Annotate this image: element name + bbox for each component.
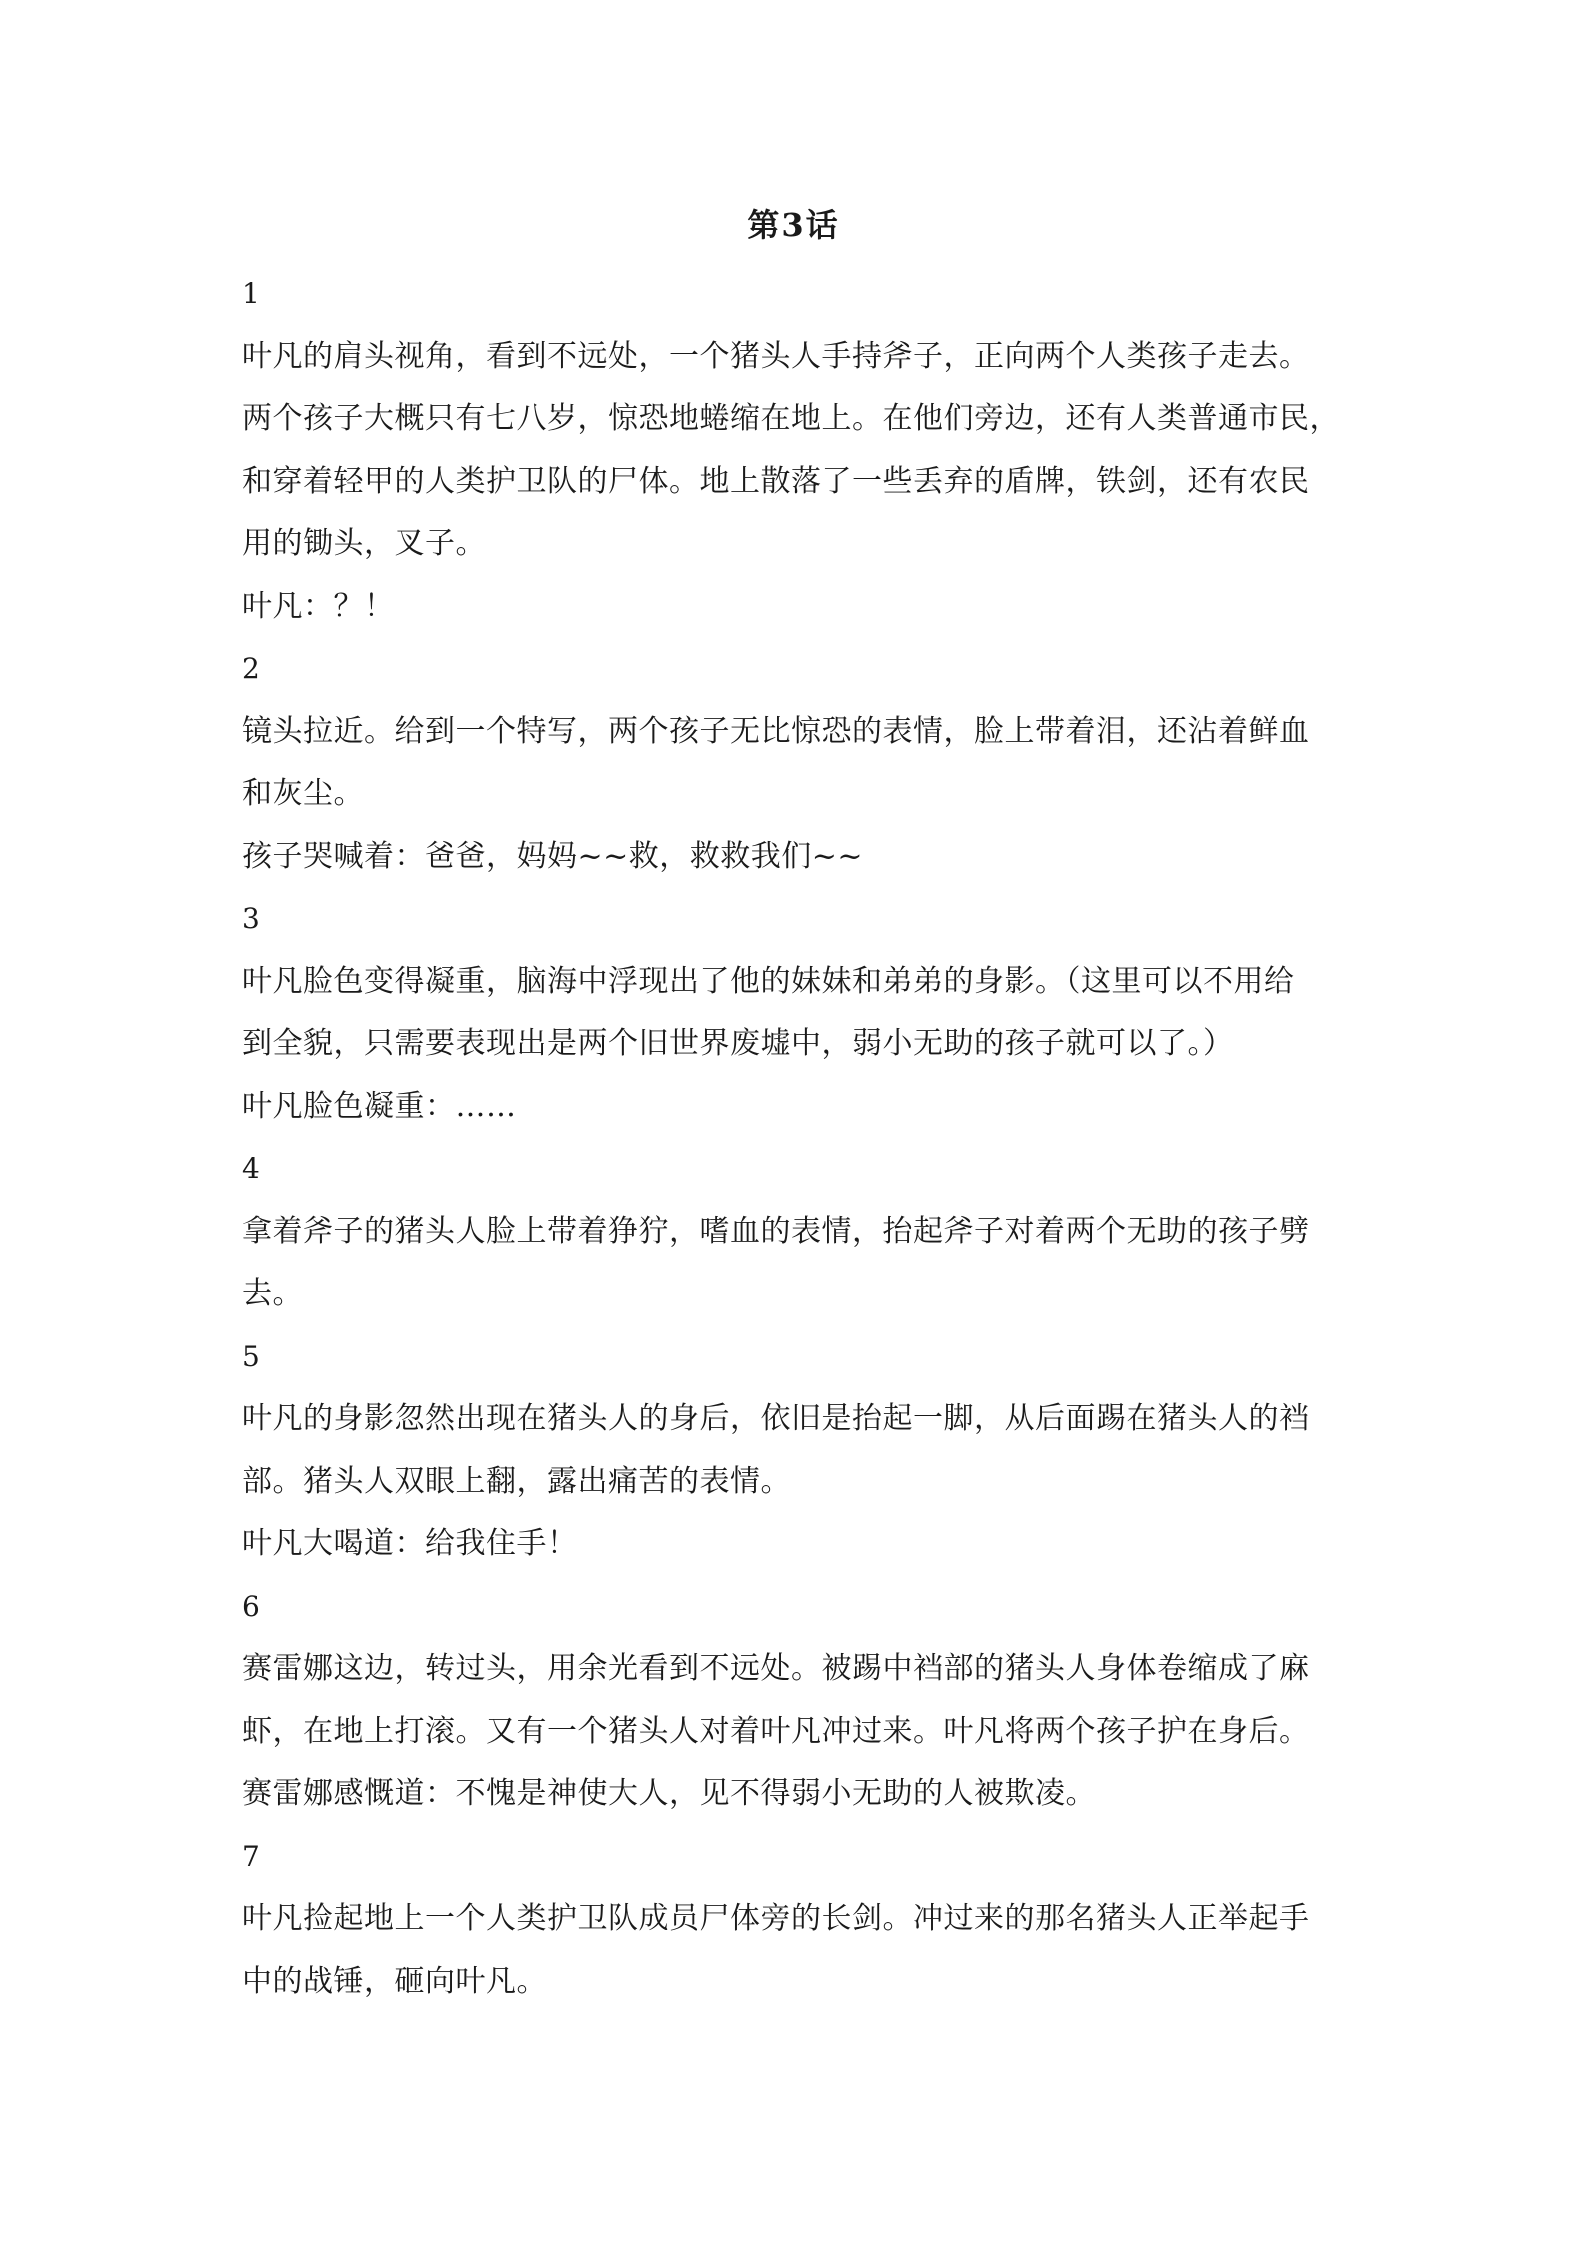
- text-line: 和穿着轻甲的人类护卫队的尸体。地上散落了一些丢弃的盾牌，铁剑，还有农民: [242, 463, 1310, 499]
- text-line: 叶凡脸色变得凝重，脑海中浮现出了他的妹妹和弟弟的身影。（这里可以不用给: [242, 963, 1295, 999]
- dialogue-line: 叶凡：？！: [242, 588, 395, 624]
- page-title: 第3话: [747, 206, 840, 244]
- text-line: 两个孩子大概只有七八岁，惊恐地蜷缩在地上。在他们旁边，还有人类普通市民，: [242, 401, 1340, 436]
- text-line: 镜头拉近。给到一个特写，两个孩子无比惊恐的表情，脸上带着泪，还沾着鲜血: [242, 713, 1310, 749]
- text-line: 中的战锤，砸向叶凡。: [242, 1963, 547, 1999]
- text-line: 赛雷娜这边，转过头，用余光看到不远处。被踢中裆部的猪头人身体卷缩成了麻: [242, 1651, 1310, 1686]
- scene-number: 6: [242, 1589, 261, 1623]
- scene-number: 7: [242, 1839, 261, 1873]
- scene-number: 2: [242, 652, 261, 685]
- text-line: 到全貌，只需要表现出是两个旧世界废墟中，弱小无助的孩子就可以了。）: [242, 1026, 1234, 1061]
- scene-number: 4: [242, 1152, 261, 1185]
- dialogue-line: 叶凡大喝道：给我住手！: [242, 1526, 578, 1561]
- dialogue-line: 赛雷娜感慨道：不愧是神使大人，见不得弱小无助的人被欺凌。: [242, 1776, 1096, 1811]
- script-body: [242, 263, 1350, 2013]
- dialogue-line: 叶凡脸色凝重：……: [242, 1088, 517, 1124]
- dialogue-line: 孩子哭喊着：爸爸，妈妈~~救，救救我们~~: [242, 838, 864, 874]
- text-line: 用的锄头，叉子。: [242, 526, 486, 561]
- text-line: 叶凡的身影忽然出现在猪头人的身后，依旧是抬起一脚，从后面踢在猪头人的裆: [242, 1401, 1310, 1436]
- text-line: 拿着斧子的猪头人脸上带着狰狞，嗜血的表情，抬起斧子对着两个无助的孩子劈: [242, 1213, 1310, 1249]
- scene-number: 1: [242, 277, 261, 310]
- scene-number: 3: [242, 902, 261, 935]
- text-line: 虾，在地上打滚。又有一个猪头人对着叶凡冲过来。叶凡将两个孩子护在身后。: [242, 1713, 1310, 1749]
- scene-number: 5: [242, 1339, 261, 1373]
- text-line: 部。猪头人双眼上翻，露出痛苦的表情。: [242, 1463, 791, 1499]
- text-line: 和灰尘。: [242, 776, 364, 811]
- text-line: 叶凡捡起地上一个人类护卫队成员尸体旁的长剑。冲过来的那名猪头人正举起手: [242, 1901, 1310, 1936]
- text-line: 去。: [242, 1276, 303, 1311]
- text-line: 叶凡的肩头视角，看到不远处，一个猪头人手持斧子，正向两个人类孩子走去。: [242, 338, 1310, 374]
